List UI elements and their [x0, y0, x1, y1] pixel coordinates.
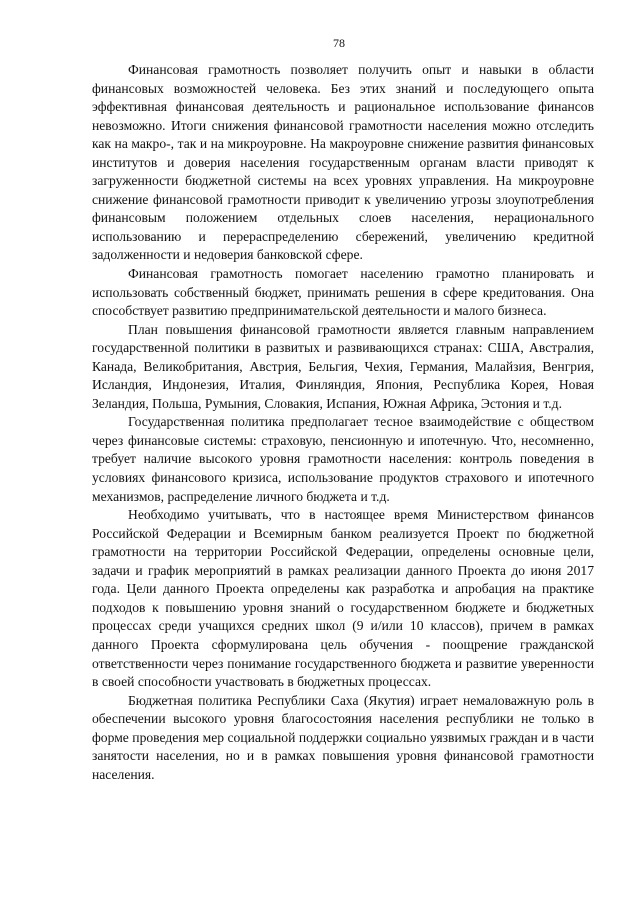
- page-number: 78: [333, 36, 345, 50]
- document-page: [92, 36, 594, 784]
- paragraph-budget-planning: Финансовая грамотность помогает населению грамотно планировать и использовать собственный бюджет, принимать решения в сфере кредитования. Она способствует развитию предпринимательской деятельности и малого бизнеса.: [92, 266, 594, 319]
- paragraph-state-policy: Государственная политика предполагает тесное взаимодействие с обществом через финансовые системы: страховую, пенсионную и ипотечную. Что, несомненно, требует наличие высокого уровня грамотности населения: контроль поведения в условиях финансового кризиса, использование продуктов страхового и ипотечного механизмов, распределение личного бюджета и т.д.: [92, 414, 594, 504]
- paragraph-budget-literacy-project: Необходимо учитывать, что в настоящее время Министерством финансов Российской Федерации и Всемирным банком реализуется Проект по бюджетной грамотности на территории Российской Федерации, определены основные цели, задачи и график мероприятий в рамках реализации данного Проекта до июня 2017 года. Цели данного Проекта определены как разработка и апробация на практике подходов к повышению уровня знаний о государственном бюджете и бюджетных процессах среди учащихся средних школ (9 и/или 10 классов), причем в рамках данного Проекта сформулирована цель обучения - поощрение гражданской ответственности через понимание государственного бюджета и развитие уверенности в своей способности участвовать в бюджетных процессах.: [92, 507, 594, 690]
- paragraph-financial-literacy-intro: Финансовая грамотность позволяет получить опыт и навыки в области финансовых возможностей человека. Без этих знаний и последующего опыта эффективная финансовая деятельность и рациональное использование финансов невозможно. Итоги снижения финансовой грамотности населения можно отследить как на макро-, так и на микроуровне. На макроуровне снижение развития финансовых институтов и доверия населения государственным органам власти приводят к загруженности бюджетной системы на всех уровнях управления. На микроуровне снижение финансовой грамотности приводит к увеличению угрозы злоупотребления финансовым положением отдельных слоев населения, нерационального использованию и перераспределению сбережений, увеличению кредитной задолженности и недоверия банковской сфере.: [92, 62, 594, 263]
- paragraph-yakutia-policy: Бюджетная политика Республики Саха (Якутия) играет немаловажную роль в обеспечении высокого уровня благосостояния населения республики не только в форме проведения мер социальной поддержки социально уязвимых граждан и в части занятости населения, но и в рамках повышения уровня финансовой грамотности населения.: [92, 692, 594, 782]
- paragraph-countries-list: План повышения финансовой грамотности является главным направлением государственной политики в развитых и развивающихся странах: США, Австралия, Канада, Великобритания, Австрия, Бельгия, Чехия, Германия, Малайзия, Венгрия, Исландия, Индонезия, Италия, Финляндия, Япония, Республика Корея, Новая Зеландия, Польша, Румыния, Словакия, Испания, Южная Африка, Эстония и т.д.: [92, 321, 594, 411]
